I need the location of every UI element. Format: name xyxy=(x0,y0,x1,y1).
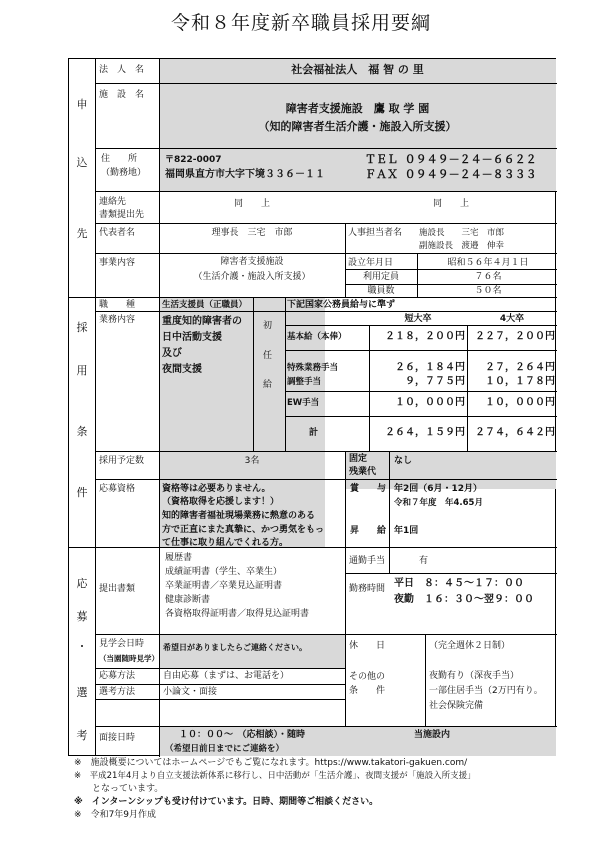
salary-row-short: １０，０００円 xyxy=(395,397,465,408)
qualification-line: て仕事に取り組んでくれる方。 xyxy=(162,538,289,548)
duties-line: 夜間支援 xyxy=(162,364,202,375)
hours-label: 勤務時間 xyxy=(349,584,386,594)
founded-label: 設立年月日 xyxy=(348,258,394,268)
duties-line: 日中活動支援 xyxy=(162,332,222,343)
qualification-label: 応募資格 xyxy=(99,484,136,494)
hr-value-2: 副施設長 渡邉 伸幸 xyxy=(419,241,505,251)
visit-sublabel: （当園随時見学） xyxy=(99,654,159,663)
bonus-label: 賞 与 xyxy=(350,484,387,494)
address-value: 福岡県直方市大字下境３３６－１１ xyxy=(165,169,325,180)
job-type-label: 職 種 xyxy=(99,300,136,310)
section-char: 選 xyxy=(76,686,88,699)
other-condition: 夜勤有り（深夜手当） xyxy=(429,671,520,681)
holiday-label: 休 日 xyxy=(349,641,386,651)
overtime-label-1: 固定 xyxy=(349,454,368,464)
footnotes xyxy=(74,757,554,822)
section-char: 先 xyxy=(76,227,88,240)
visit-label: 見学会日時 xyxy=(99,639,145,649)
salary-row-univ: ２２７，２００円 xyxy=(475,331,555,342)
commute-label: 通勤手当 xyxy=(349,556,386,566)
section-char: 申 xyxy=(76,98,88,111)
footnote xyxy=(74,796,554,809)
footnote xyxy=(74,757,554,770)
salary-total-label: 計 xyxy=(309,428,319,438)
salary-row-label: 基本給（本俸） xyxy=(287,332,347,342)
tel-value: ＴＥＬ ０９４９－２４－６６２２ xyxy=(365,153,537,166)
overtime-label-2: 残業代 xyxy=(349,467,377,477)
commute-value: 有 xyxy=(419,556,429,566)
staff-value: ５０名 xyxy=(474,286,502,296)
planned-label: 採用予定数 xyxy=(99,456,145,466)
interview-value: １０：００～ （応相談）・随時 xyxy=(179,730,306,740)
section-char: ・ xyxy=(76,640,88,653)
salary-row-univ: １０，１７８円 xyxy=(485,376,555,387)
note-text: インターンシップも受け付けています。日時、期間等ご相談ください。 xyxy=(91,797,379,807)
note-text: となっています。 xyxy=(92,784,164,794)
note-mark: ※ xyxy=(74,810,82,820)
business-subvalue: （生活介護・施設入所支援） xyxy=(193,272,311,282)
note-text: 令和7年9月作成 xyxy=(90,810,157,820)
bonus-value: 年2回（6月・12月） xyxy=(394,484,483,494)
initial-pay-char: 給 xyxy=(263,380,273,390)
document-item: 卒業証明書／卒業見込証明書 xyxy=(165,581,283,591)
footnote xyxy=(74,783,554,796)
capacity-label: 利用定員 xyxy=(362,272,399,282)
founded-value: 昭和５６年４月１日 xyxy=(447,258,529,268)
postal-code: 〒822-0007 xyxy=(165,155,222,165)
hr-value-1: 施設長 三宅 市郎 xyxy=(419,228,505,238)
capacity-value: ７６名 xyxy=(474,272,502,282)
houjin-label: 法 人 名 xyxy=(99,65,145,75)
hr-label: 人事担当者名 xyxy=(348,228,403,238)
overtime-value: なし xyxy=(394,456,413,466)
raise-value: 年1回 xyxy=(394,526,419,536)
shisetsu-label: 施 設 名 xyxy=(99,90,145,100)
salary-row-label: 調整手当 xyxy=(287,377,322,387)
selection-value: 小論文・面接 xyxy=(163,687,218,697)
bonus-subvalue: 令和７年度 年4.65月 xyxy=(394,498,483,508)
qualification-line: 方で正直にまた真摯に、かつ勇気をもっ xyxy=(162,525,325,535)
recruitment-form xyxy=(68,58,556,756)
shisetsu-subvalue: （知的障害者生活介護・施設入所支援） xyxy=(258,120,457,133)
other-label-1: その他の xyxy=(349,672,386,682)
salary-total-short: ２６４，１５９円 xyxy=(385,427,465,438)
shisetsu-value: 障害者支援施設 鷹 取 学 園 xyxy=(285,102,430,115)
method-value: 自由応募（まずは、お電話を） xyxy=(163,671,290,681)
raise-label: 昇 給 xyxy=(350,526,387,536)
business-label: 事業内容 xyxy=(99,258,136,268)
worksite-label: （勤務地） xyxy=(101,168,147,178)
interview-place: 当施設内 xyxy=(414,730,451,740)
document-item: 各資格取得証明書／取得見込証明書 xyxy=(165,609,310,619)
col-short-header: 短大卒 xyxy=(404,314,432,324)
shisetsu-cell-bg xyxy=(159,84,556,148)
note-mark: ※ xyxy=(74,771,82,781)
staff-label: 職員数 xyxy=(367,286,395,296)
document-item: 成績証明書（学生、卒業生） xyxy=(165,567,283,577)
section-char: 込 xyxy=(76,156,88,169)
note-text: 施設概要についてはホームページでもご覧になれます。https://www.takatori-gakuen.com/ xyxy=(90,758,468,768)
col-univ-header: 4大卒 xyxy=(499,314,525,324)
qualification-line: 知的障害者福祉現場業務に熱意のある xyxy=(162,511,316,521)
duties-label: 業務内容 xyxy=(99,315,136,325)
qualification-line: 資格等は必要ありません。 xyxy=(162,484,271,494)
rep-value: 理事長 三宅 市郎 xyxy=(211,228,293,238)
contact-value: 同 上 xyxy=(233,199,270,209)
footnote xyxy=(74,770,554,783)
contact-label: 連絡先 xyxy=(99,197,127,207)
salary-row-univ: ２７，２６４円 xyxy=(485,362,555,373)
salary-row-univ: １０，０００円 xyxy=(485,397,555,408)
fax-value: ＦＡＸ ０９４９－２４－８３３３ xyxy=(365,168,537,181)
salary-note: 下記国家公務員給与に準ず xyxy=(287,300,396,310)
document-item: 履歴書 xyxy=(165,553,193,563)
other-label-2: 条 件 xyxy=(349,686,386,696)
initial-pay-char: 任 xyxy=(263,351,273,361)
submission-label: 書類提出先 xyxy=(99,210,145,220)
interview-note: （希望日前日までにご連絡を） xyxy=(165,744,285,754)
duties-line: 重度知的障害者の xyxy=(162,316,242,327)
hours-day: 平日 ８：４５～１７：００ xyxy=(394,578,524,589)
section-char: 考 xyxy=(76,729,88,742)
planned-value: 3名 xyxy=(244,456,260,466)
initial-pay-char: 初 xyxy=(263,321,273,331)
rep-label: 代表者名 xyxy=(99,228,136,238)
selection-label: 選考方法 xyxy=(99,687,136,697)
section-char: 採 xyxy=(76,321,88,334)
houjin-value: 社会福祉法人 福 智 の 里 xyxy=(291,63,424,76)
page-title: 令和８年度新卒職員採用要綱 xyxy=(170,12,431,34)
salary-total-univ: ２７４，６４２円 xyxy=(475,427,555,438)
section-char: 条 xyxy=(76,425,88,438)
job-type-value: 生活支援員（正職員） xyxy=(162,300,248,310)
section-char: 応 xyxy=(76,577,88,590)
salary-row-label: 特殊業務手当 xyxy=(287,363,339,373)
other-condition: 一部住居手当（2万円有り。 xyxy=(429,686,543,696)
salary-row-short: ２６，１８４円 xyxy=(395,362,465,373)
other-condition: 社会保険完備 xyxy=(429,701,484,711)
document-item: 健康診断書 xyxy=(165,595,211,605)
salary-row-short: ９，７７５円 xyxy=(405,376,465,387)
business-value: 障害者支援施設 xyxy=(220,257,284,267)
section-char: 件 xyxy=(76,486,88,499)
note-mark: ※ xyxy=(74,797,83,807)
note-mark: ※ xyxy=(74,758,82,768)
hours-night: 夜勤 １６：３０～翌９：００ xyxy=(394,594,534,605)
qualification-line: （資格取得を応援します！） xyxy=(162,497,280,507)
salary-row-label: EW手当 xyxy=(287,398,320,408)
method-label: 応募方法 xyxy=(99,671,136,681)
section-char: 用 xyxy=(76,364,88,377)
duties-line: 及び xyxy=(162,348,182,359)
address-label: 住 所 xyxy=(101,154,138,164)
salary-row-short: ２１８，２００円 xyxy=(385,331,465,342)
holiday-value: （完全週休２日制） xyxy=(429,641,511,651)
documents-label: 提出書類 xyxy=(99,584,136,594)
note-text: 平成21年4月より自立支援法新体系に移行し、日中活動が「生活介護」、夜間支援が「施設入所支援」 xyxy=(89,771,476,781)
visit-value: 希望日がありましたらご連絡ください。 xyxy=(163,643,307,652)
footnote xyxy=(74,809,554,822)
interview-label: 面接日時 xyxy=(99,733,136,743)
section-char: 募 xyxy=(76,610,88,623)
contact-value-2: 同 上 xyxy=(432,199,469,209)
